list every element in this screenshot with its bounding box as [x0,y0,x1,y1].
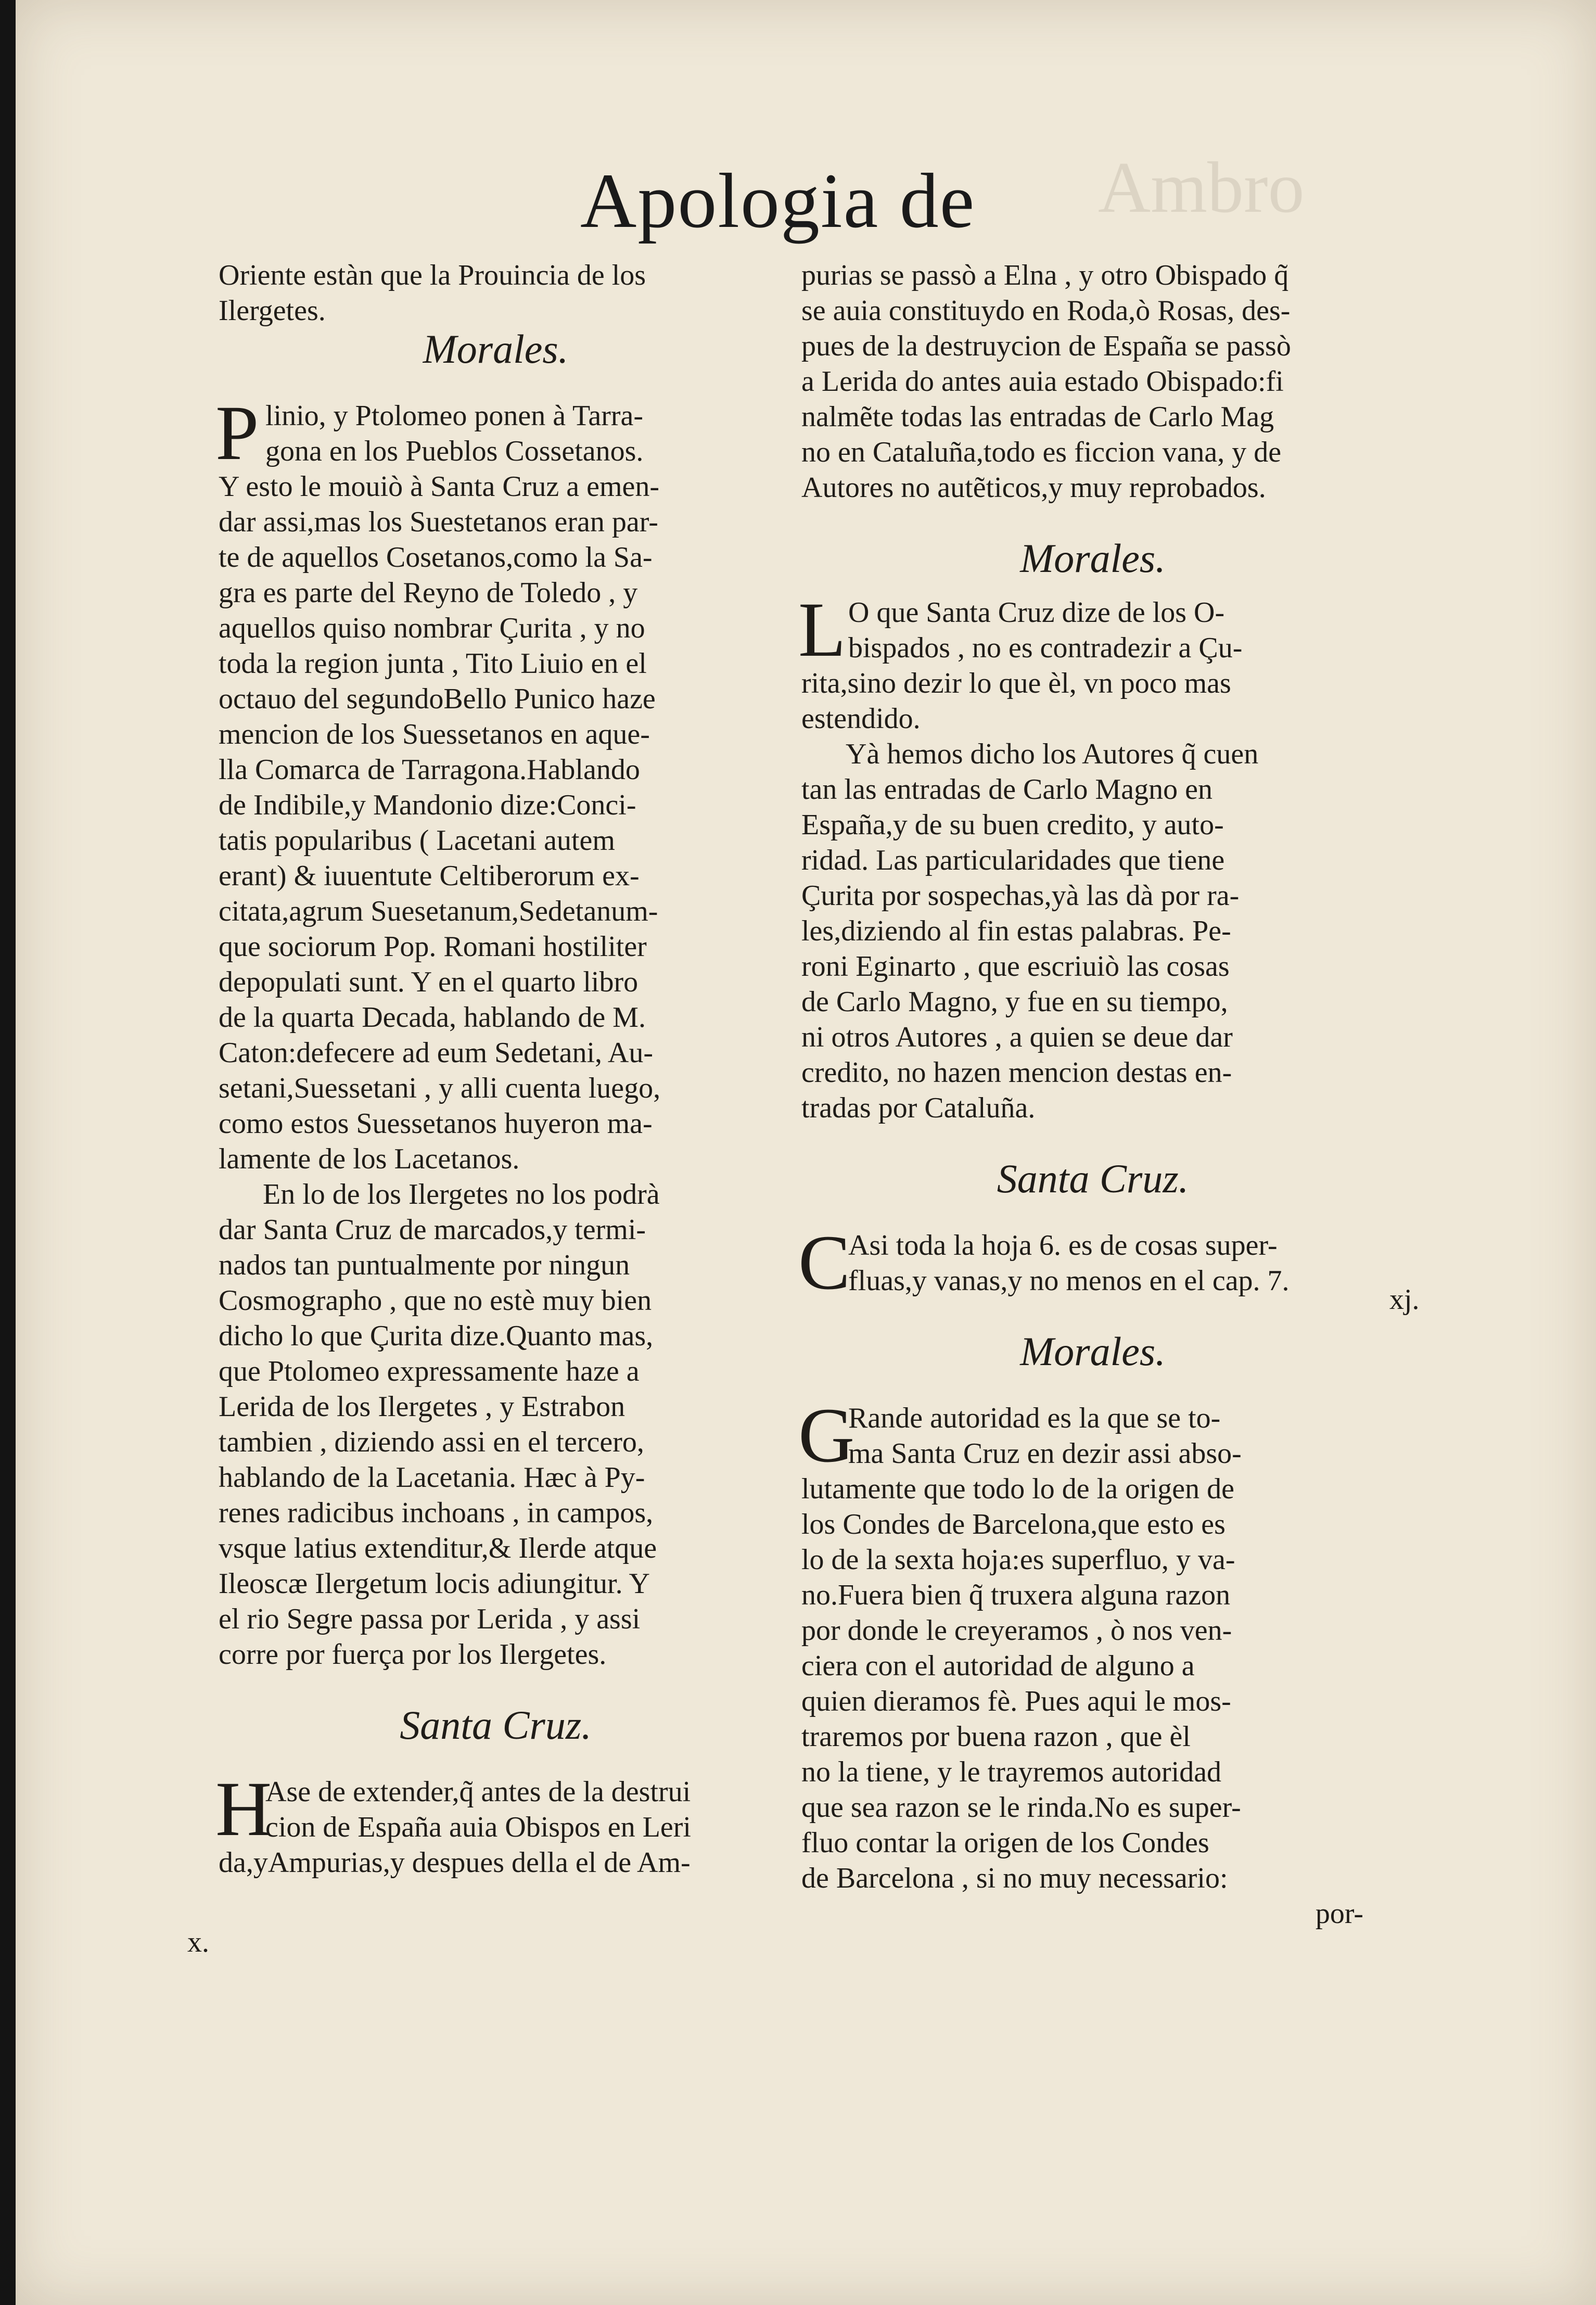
catchword: por- [1315,1898,1363,1930]
paragraph: Y esto le mouiò à Santa Cruz a emen- dar assi,mas los Suestetanos eran par- te de aquellos Cosetanos,como la Sa- gra es parte del Reyno de Toledo , y aquellos quiso nombrar Çurita , y no toda la region junta , Tito Liuio en el octauo del segundoBello Punico haze mencion de los Suessetanos en aque- lla Comarca de Tarragona.Hablando de Indibile,y Mandonio dize:Conci- tatis popularibus ( Lacetani autem erant) & iuuentute Celtiberorum ex- citata,agrum Suesetanum,Sedetanum- que sociorum Pop. Romani hostiliter depopulati sunt. Y en el quarto libro de la quarta Decada, hablando de M. Caton:defecere ad eum Sedetani, Au- setani,Suessetani , y alli cuenta luego, como estos Suessetanos huyeron ma- lamente de los Lacetanos. [219,470,661,1175]
section-heading: Santa Cruz. [997,1156,1189,1201]
intro-text: purias se passò a Elna , y otro Obispado q̃ se auia constituydo en Roda,ò Rosas, des- pues de la destruycion de España se passò a Lerida do antes auia estado Obispado:fi nalmẽte todas las entradas de Carlo Mag no en Cataluña,todo es ficcion vana, y de Autores no autẽticos,y muy reprobados. [801,259,1291,504]
paragraph: P linio, y Ptolomeo ponen à Tarra- gona en los Pueblos Cossetanos. [215,390,644,476]
margin-note: xj. [1389,1283,1420,1316]
paragraph: En lo de los Ilergetes no los podrà dar Santa Cruz de marcados,y termi- nados tan puntualmente por ningun Cosmographo , que no estè muy bien dicho lo que Çurita dize.Quanto mas, que Ptolomeo expressamente haze a Lerida de los Ilergetes , y Estrabon tambien , diziendo assi en el tercero, hablando de la Lacetania. Hæc à Py- renes radicibus inchoans , in campos, vsque latius extenditur,& Ilerde atque Ileoscæ Ilergetum locis adiungitur. Y el rio Segre passa por Lerida , y assi corre por fuerça por los Ilergetes. [219,1178,660,1671]
section-heading: Morales. [423,326,569,372]
right-column: purias se passò a Elna , y otro Obispado q̃ se auia constituydo en Roda,ò Rosas, des- pues de la destruycion de España se passò a Lerida do antes auia estado Obispado:fi nalmẽte todas las entradas de Carlo Mag no en Cataluña,todo es ficcion vana, y de Autores no autẽticos,y muy reprobados. Morales. L O que Santa Cruz dize de los O- bispados , no es contradezir a Çu- rita,sino dezir lo que èl, vn poco mas estendido. Yà hemos dicho los Autores q̃ cuen tan las entradas de Carlo Magno en España,y de su buen credito, y auto- ridad. Las particularidades que tiene Çurita por sospechas,yà las dà por ra- les,diziendo al fin estas palabras. Pe- roni Eginarto , que escriuiò las cosas de Carlo Magno, y fue en su tiempo, ni otros Autores , a quien se deue dar credito, no hazen mencion destas en- tradas por Cataluña. Santa Cruz. C Asi toda la hoja 6. es de cosas super- fluas,y vanas,y no menos en el cap. 7. Morales. G Rande autoridad es la que se to- ma Santa Cruz en dezir assi abso- lutamente que todo lo de la origen de los Condes de Barcelona,que esto es lo de la sexta hoja:es superfluo, y va- no.Fuera bien q̃ truxera alguna razon por donde le creyeramos , ò nos ven- ciera con el autoridad de alguno a quien dieramos fè. Pues aqui le mos- traremos por buena razon , que èl no la tiene, y le trayremos autoridad que sea razon se le rinda.No es super- fluo contar la origen de los Condes de Barcelona , si no muy necessario: por- [801,258,1384,1931]
paragraph: L O que Santa Cruz dize de los O- bispados , no es contradezir a Çu- [798,587,1243,673]
left-column: Oriente estàn que la Prouincia de los Ilergetes. Morales. P linio, y Ptolomeo ponen à Tarra- gona en los Pueblos Cossetanos. Y esto le mouiò à Santa Cruz a emen- dar assi,mas los Suestetanos eran par- te de aquellos Cosetanos,como la Sa- gra es parte del Reyno de Toledo , y aquellos quiso nombrar Çurita , y no toda la region junta , Tito Liuio en el octauo del segundoBello Punico haze mencion de los Suessetanos en aque- lla Comarca de Tarragona.Hablando de Indibile,y Mandonio dize:Conci- tatis popularibus ( Lacetani autem erant) & iuuentute Celtiberorum ex- citata,agrum Suesetanum,Sedetanum- que sociorum Pop. Romani hostiliter depopulati sunt. Y en el quarto libro de la quarta Decada, hablando de M. Caton:defecere ad eum Sedetani, Au- setani,Suessetani , y alli cuenta luego, como estos Suessetanos huyeron ma- lamente de los Lacetanos. En lo de los Ilergetes no los podrà dar Santa Cruz de marcados,y termi- nados tan puntualmente por ningun Cosmographo , que no estè muy bien dicho lo que Çurita dize.Quanto mas, que Ptolomeo expressamente haze a Lerida de los Ilergetes , y Estrabon tambien , diziendo assi en el tercero, hablando de la Lacetania. Hæc à Py- renes radicibus inchoans , in campos, vsque latius extenditur,& Ilerde atque Ileoscæ Ilergetum locis adiungitur. Y el rio Segre passa por Lerida , y assi corre por fuerça por los Ilergetes. Santa Cruz. H Ase de extender,q̃ antes de la destrui cion de España auia Obispos en Leri da,yAmpurias,y despues della el de Am- [219,258,773,1880]
drop-cap: C [798,1219,851,1306]
intro-text: Oriente estàn que la Prouincia de los Ilergetes. [219,259,646,327]
drop-cap: P [215,390,259,476]
section-heading: Santa Cruz. [400,1702,592,1748]
drop-cap: G [798,1392,855,1479]
paragraph: C Asi toda la hoja 6. es de cosas super- fluas,y vanas,y no menos en el cap. 7. [798,1219,1289,1306]
book-page [16,0,1596,2305]
paragraph: G Rande autoridad es la que se to- ma Santa Cruz en dezir assi abso- [798,1392,1242,1479]
drop-cap: H [215,1766,272,1852]
drop-cap: L [798,587,846,673]
margin-note: x. [187,1926,209,1958]
paragraph: H Ase de extender,q̃ antes de la destrui cion de España auia Obispos en Leri [215,1766,691,1852]
paragraph: lutamente que todo lo de la origen de los Condes de Barcelona,que esto es lo de la sexta hoja:es superfluo, y va- no.Fuera bien q̃ truxera alguna razon por donde le creyeramos , ò nos ven- ciera con el autoridad de alguno a quien dieramos fè. Pues aqui le mos- traremos por buena razon , que èl no la tiene, y le trayremos autoridad que sea razon se le rinda.No es super- fluo contar la origen de los Condes de Barcelona , si no muy necessario: [801,1473,1241,1894]
section-heading: Morales. [1020,1329,1166,1374]
running-header: Apologia de [580,158,976,244]
section-heading: Morales. [1020,536,1166,581]
paragraph: Yà hemos dicho los Autores q̃ cuen tan las entradas de Carlo Magno en España,y de su buen credito, y auto- ridad. Las particularidades que tiene Çurita por sospechas,yà las dà por ra- les,diziendo al fin estas palabras. Pe- roni Eginarto , que escriuiò las cosas de Carlo Magno, y fue en su tiempo, ni otros Autores , a quien se deue dar credito, no hazen mencion destas en- tradas por Cataluña. [801,738,1259,1124]
show-through-text: Ambro [1098,147,1305,228]
